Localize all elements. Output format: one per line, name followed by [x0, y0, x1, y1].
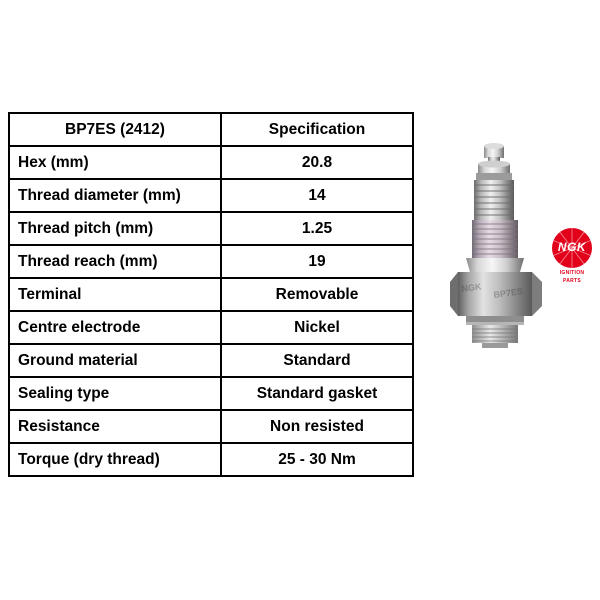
table-row — [9, 311, 413, 344]
specification-table — [8, 112, 414, 477]
svg-text:NGK: NGK — [460, 281, 483, 294]
row-label: Ground material — [9, 344, 221, 377]
row-value: Standard gasket — [221, 377, 413, 410]
row-value: 19 — [221, 245, 413, 278]
row-label: Thread pitch (mm) — [9, 212, 221, 245]
ngk-logo — [550, 228, 594, 286]
row-label: Thread diameter (mm) — [9, 179, 221, 212]
row-label: Resistance — [9, 410, 221, 443]
table-row — [9, 212, 413, 245]
row-value: Non resisted — [221, 410, 413, 443]
ngk-tagline-line1: IGNITION — [559, 270, 585, 276]
table-row — [9, 377, 413, 410]
row-value: 25 - 30 Nm — [221, 443, 413, 476]
table-row — [9, 443, 413, 476]
svg-text:BP7ES: BP7ES — [492, 285, 524, 300]
ngk-tagline-line2: PARTS — [562, 278, 582, 284]
row-label: Terminal — [9, 278, 221, 311]
row-label: Hex (mm) — [9, 146, 221, 179]
table-row — [9, 146, 413, 179]
table-header-row — [9, 113, 413, 146]
row-value: 14 — [221, 179, 413, 212]
row-label: Sealing type — [9, 377, 221, 410]
row-label: Centre electrode — [9, 311, 221, 344]
table-row — [9, 245, 413, 278]
ngk-wordmark: NGK — [557, 240, 587, 254]
row-value: 20.8 — [221, 146, 413, 179]
ngk-logo-disc — [552, 228, 592, 268]
table-row — [9, 410, 413, 443]
row-value: Removable — [221, 278, 413, 311]
row-value: Nickel — [221, 311, 413, 344]
row-value: 1.25 — [221, 212, 413, 245]
table-row — [9, 278, 413, 311]
row-value: Standard — [221, 344, 413, 377]
table-row — [9, 344, 413, 377]
part-number-cell: BP7ES (2412) — [9, 113, 221, 146]
row-label: Thread reach (mm) — [9, 245, 221, 278]
row-label: Torque (dry thread) — [9, 443, 221, 476]
table-row — [9, 179, 413, 212]
specification-column-header: Specification — [221, 113, 413, 146]
